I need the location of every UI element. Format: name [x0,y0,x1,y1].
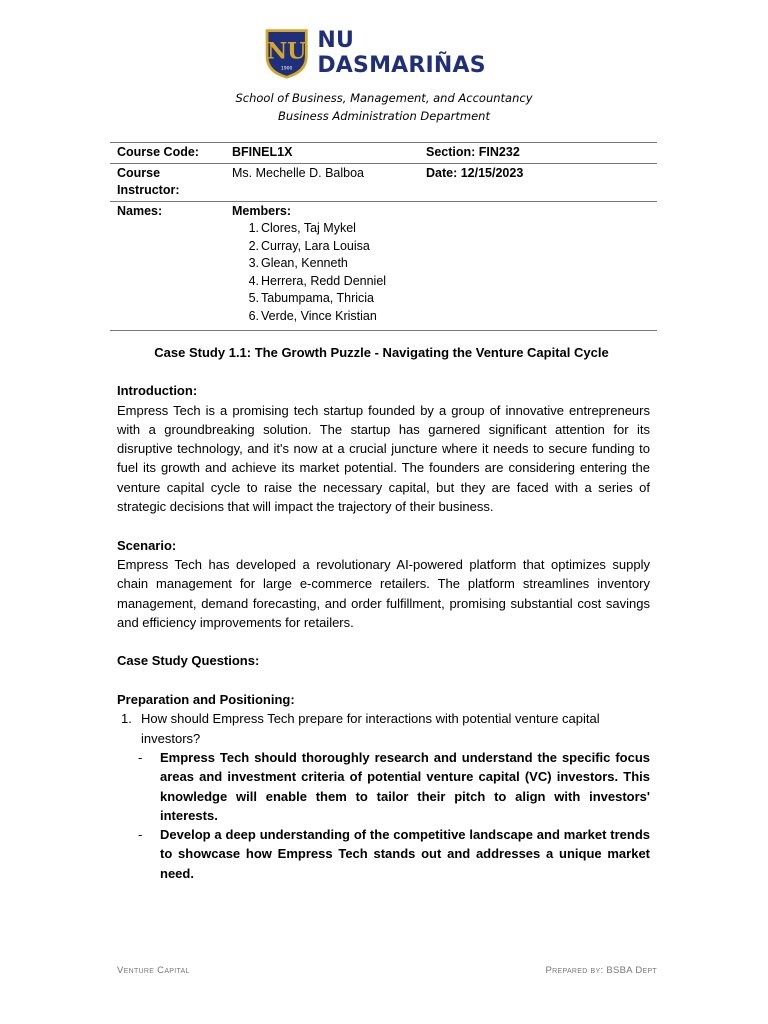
instructor-label [110,163,225,201]
document-body [117,343,650,883]
instructor-label-line2: Instructor: [117,183,180,197]
scenario-paragraph: Empress Tech has developed a revolutionary AI-powered platform that optimizes supply chain management for large e-commerce retailers. The platform streamlines inventory management, demand forecasting, and order fulfillment, promising substantial cost savings and efficiency improvements for retailers. [117,556,650,630]
university-logo [262,22,512,84]
instructor-row [110,163,657,201]
list-item: 3. Glean, Kenneth [248,256,348,270]
shield-icon [262,23,311,83]
intro-heading: Introduction: [117,383,198,399]
question-text: How should Empress Tech prepare for interactions with potential venture capital investors? [141,711,600,746]
answer-text: Empress Tech should thoroughly research and understand the specific focus areas and investment criteria of potential venture capital (VC) investors. This knowledge will enable them to tailor their pitch to align with investors' interests. [160,749,650,823]
footer-left: Venture Capital [117,965,190,976]
brand-name: NU DASMARIÑAS [317,28,486,78]
list-item: 2. Curray, Lara Louisa [248,238,370,253]
question-number: 1. [121,711,132,727]
scenario-heading: Scenario: [117,537,177,553]
school-header [0,89,768,125]
questions-heading: Case Study Questions: [117,653,260,669]
intro-paragraph: Empress Tech is a promising tech startup founded by a group of innovative entrepreneurs with a groundbreaking solution. The startup has garnered significant attention for its disruptive technology, and it's now at a crucial juncture where it needs to secure funding to fuel its growth and achieve its market potential. The founders are considering entering the venture capital cycle to raise the necessary capital, but they are faced with a series of strategic decisions that will impact the trajectory of their business. [117,402,650,515]
bullet-dash: - [138,749,143,765]
answer-text: Develop a deep understanding of the competitive landscape and market trends to showcase how Empress Tech stands out and addresses a unique market need. [160,827,650,881]
list-item: 6. Verde, Vince Kristian [248,308,377,323]
answer-item [138,825,650,883]
section-value: Section: FIN232 [426,145,520,159]
school-name: School of Business, Management, and Accountancy [235,91,533,105]
date-value: Date: 12/15/2023 [426,165,524,180]
members-cell [225,201,657,331]
course-code-label: Course Code: [117,145,199,159]
members-list [232,220,650,329]
bullet-dash: - [138,827,143,843]
course-row [110,143,657,164]
course-code-value: BFINEL1X [232,145,293,159]
instructor-value: Ms. Mechelle D. Balboa [232,165,365,180]
answer-item [138,748,650,825]
names-label: Names: [117,203,163,218]
case-study-title: Case Study 1.1: The Growth Puzzle - Navigating the Venture Capital Cycle [154,345,609,360]
svg-text:NU: NU [267,38,307,65]
instructor-label-line1: Course [117,165,161,180]
preparation-heading: Preparation and Positioning: [117,692,295,708]
department-name: Business Administration Department [278,109,490,123]
list-item: 5. Tabumpama, Thricia [248,291,375,305]
svg-text:1900: 1900 [280,66,293,72]
list-item: 4. Herrera, Redd Denniel [248,273,387,288]
footer-right: Prepared by: BSBA Dept [545,965,657,976]
names-row [110,201,657,331]
list-item: 1. Clores, Taj Mykel [248,221,356,235]
members-label: Members: [232,203,292,218]
question-item [117,709,650,748]
course-info-table [110,142,657,331]
